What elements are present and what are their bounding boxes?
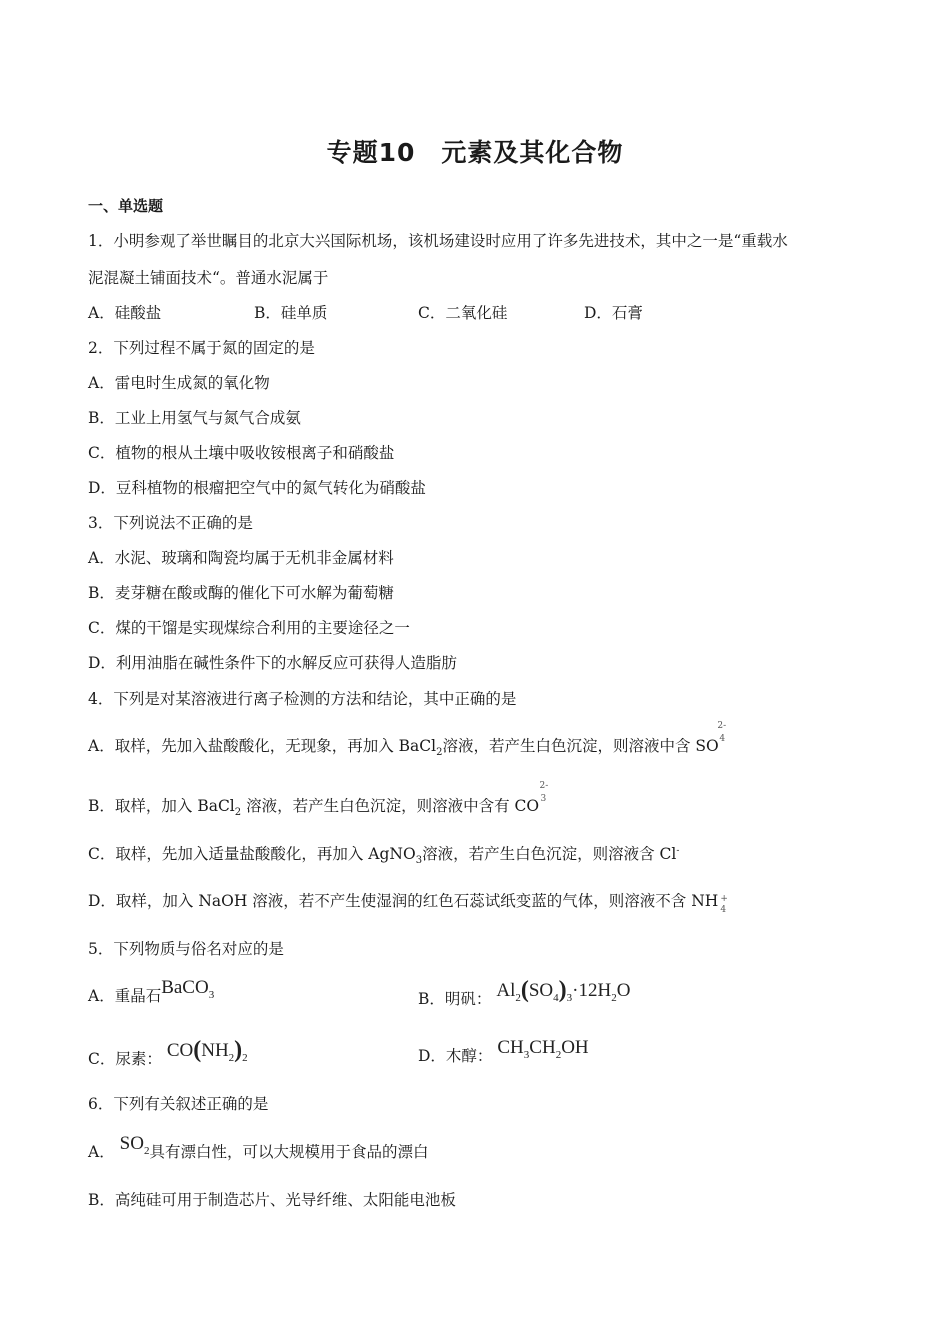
q4-c-superscript: - — [676, 846, 680, 856]
q5-d-oh: OH — [561, 1037, 589, 1058]
q5-b-al: Al — [496, 980, 516, 1001]
q4-option-a — [88, 721, 727, 758]
q4-a-ion-charge: 2- — [717, 721, 727, 731]
q5-d-formula — [497, 1037, 589, 1061]
q4-d-ion-charge: + — [720, 894, 728, 904]
q2-option-d: D．豆科植物的根瘤把空气中的氮气转化为硝酸盐 — [88, 479, 426, 497]
q4-b-subscript: 2 — [234, 807, 242, 818]
q5-b-so: SO — [528, 980, 554, 1001]
q4-d-text: D．取样，加入 NaOH 溶液，若不产生使湿润的红色石蕊试纸变蓝的气体，则溶液不含 NH — [88, 892, 719, 910]
q5-c-out-sub: 2 — [242, 1052, 248, 1064]
q4-b-text-post: 溶液，若产生白色沉淀，则溶液中含有 — [241, 797, 515, 815]
q5-option-d — [418, 1037, 589, 1067]
q4-b-ion — [514, 781, 549, 815]
q2-option-c: C．植物的根从土壤中吸收铵根离子和硝酸盐 — [88, 444, 395, 462]
q2-stem: 2．下列过程不属于氮的固定的是 — [88, 339, 315, 357]
q5-b-paren-close: ) — [558, 977, 567, 1003]
q4-option-c — [88, 842, 679, 864]
q6-stem: 6．下列有关叙述正确的是 — [88, 1095, 269, 1113]
q5-a-label: A．重晶石 — [88, 987, 162, 1005]
q5-d-ch3-sub: 3 — [523, 1049, 530, 1061]
q3-option-d: D．利用油脂在碱性条件下的水解反应可获得人造脂肪 — [88, 654, 457, 672]
q6-a-so-sub: 2 — [143, 1145, 150, 1157]
q3-option-a: A．水泥、玻璃和陶瓷均属于无机非金属材料 — [88, 549, 394, 567]
q1-option-d: D．石膏 — [584, 304, 643, 322]
q4-option-d — [88, 889, 728, 915]
q6-a-label: A． — [88, 1143, 115, 1161]
q4-a-ion-symbol: SO — [695, 737, 719, 755]
q1-stem-line2: 泥混凝土铺面技术“。普通水泥属于 — [88, 269, 329, 287]
q5-b-so-sub: 4 — [553, 992, 559, 1004]
page-title: 专题10 元素及其化合物 — [326, 138, 624, 167]
q4-option-b — [88, 781, 549, 818]
q4-d-ion-sub: 4 — [720, 905, 727, 915]
q5-d-ch2-sub: 2 — [555, 1049, 562, 1061]
q5-option-c — [88, 1037, 248, 1071]
q5-b-paren-open: ( — [520, 977, 529, 1003]
q5-c-label: C．尿素： — [88, 1050, 162, 1068]
q5-a-formula-sub: 3 — [208, 989, 215, 1001]
q4-c-subscript: 3 — [415, 855, 423, 866]
q4-a-ion — [695, 721, 727, 755]
q4-b-ion-charge: 2- — [539, 781, 549, 791]
q5-c-co: CO — [166, 1040, 194, 1061]
q5-c-nh-sub: 2 — [228, 1052, 235, 1064]
q5-option-b — [418, 977, 631, 1011]
q1-option-c: C．二氧化硅 — [418, 304, 508, 322]
q5-a-formula — [161, 977, 215, 1001]
q5-b-out-sub: 3 — [566, 992, 573, 1004]
q4-c-text: C．取样，先加入适量盐酸酸化，再加入 AgNO — [88, 845, 416, 863]
q5-c-paren-close: ) — [234, 1037, 243, 1063]
q4-a-subscript: 2 — [436, 747, 443, 758]
q5-option-a — [88, 977, 215, 1007]
q5-c-nh: NH — [201, 1040, 229, 1061]
q6-a-text: 具有漂白性，可以大规模用于食品的漂白 — [149, 1143, 429, 1161]
q4-c-text-post: 溶液，若产生白色沉淀，则溶液含 Cl — [422, 845, 677, 863]
q6-option-a — [88, 1133, 429, 1163]
q3-option-b: B．麦芽糖在酸或酶的催化下可水解为葡萄糖 — [88, 584, 394, 602]
q1-stem-line1: 1．小明参观了举世瞩目的北京大兴国际机场，该机场建设时应用了许多先进技术，其中之一是“重载水 — [88, 232, 788, 250]
q4-a-ion-sub: 4 — [719, 734, 726, 744]
q5-b-label: B．明矾： — [418, 990, 492, 1008]
q4-a-text: A．取样，先加入盐酸酸化，无现象，再加入 BaCl — [88, 737, 437, 755]
q6-option-b: B．高纯硅可用于制造芯片、光导纤维、太阳能电池板 — [88, 1191, 456, 1209]
q4-stem: 4．下列是对某溶液进行离子检测的方法和结论，其中正确的是 — [88, 690, 517, 708]
q5-b-water: ·12H — [572, 980, 612, 1001]
q1-option-a: A．硅酸盐 — [88, 304, 162, 322]
q3-stem: 3．下列说法不正确的是 — [88, 514, 253, 532]
q5-b-o: O — [616, 980, 631, 1001]
q5-c-paren-open: ( — [193, 1037, 202, 1063]
q5-b-al-sub: 2 — [515, 992, 521, 1004]
q4-b-text: B．取样，加入 BaCl — [88, 797, 235, 815]
section-heading: 一、单选题 — [88, 197, 164, 215]
q5-stem: 5．下列物质与俗名对应的是 — [88, 940, 284, 958]
q4-a-text-post: 溶液，若产生白色沉淀，则溶液中含 — [442, 737, 696, 755]
q2-option-b: B．工业上用氢气与氮气合成氨 — [88, 409, 301, 427]
q5-a-formula-main: BaCO — [161, 977, 209, 998]
q1-option-b: B．硅单质 — [254, 304, 328, 322]
q5-b-h-sub: 2 — [611, 992, 617, 1004]
q6-a-formula — [119, 1133, 150, 1157]
q6-a-so: SO — [119, 1133, 144, 1154]
q5-c-formula — [166, 1037, 248, 1064]
q5-d-label: D．木醇： — [418, 1047, 493, 1065]
q5-d-ch3: CH — [497, 1037, 524, 1058]
q3-option-c: C．煤的干馏是实现煤综合利用的主要途径之一 — [88, 619, 410, 637]
q5-b-formula — [496, 977, 631, 1004]
q4-b-ion-sub: 3 — [540, 794, 547, 804]
q5-d-ch2: CH — [529, 1037, 556, 1058]
q2-option-a: A．雷电时生成氮的氧化物 — [88, 374, 270, 392]
q4-b-ion-symbol: CO — [514, 797, 540, 815]
